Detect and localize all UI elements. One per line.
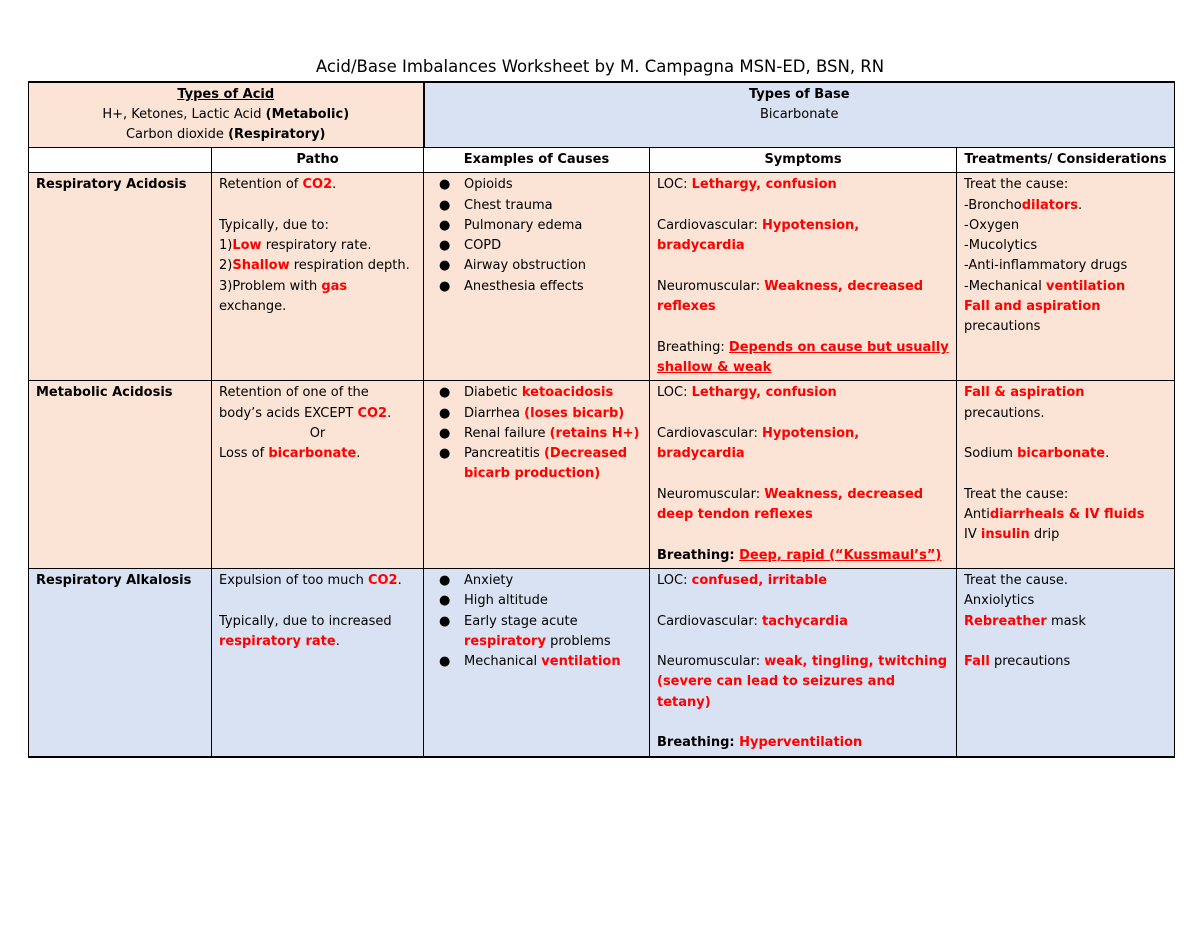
types-of-acid-heading: Types of Acid xyxy=(177,87,275,102)
list-item: ● Anesthesia effects xyxy=(439,278,584,294)
column-header-patho: Patho xyxy=(212,148,424,173)
symptoms-metabolic-acidosis: LOC: Lethargy, confusion Cardiovascular: Hypotension, bradycardia Neuromuscular: Weakness, decreased deep tendon reflexes Breathing: Deep, rapid (“Kussmaul’s”) xyxy=(650,381,957,569)
list-item: ● Pulmonary edema xyxy=(439,217,583,233)
treatments-metabolic-acidosis: Fall & aspiration precautions. Sodium bicarbonate. Treat the cause: Antidiarrheals & IV fluids IV insulin drip xyxy=(957,381,1175,569)
patho-respiratory-alkalosis: Expulsion of too much CO2. Typically, due to increased respiratory rate. xyxy=(212,568,424,756)
treatments-respiratory-alkalosis: Treat the cause. Anxiolytics Rebreather mask Fall precautions xyxy=(957,568,1175,756)
column-header-causes: Examples of Causes xyxy=(424,148,650,173)
list-item: ● Chest trauma xyxy=(439,197,553,213)
list-item: ● Mechanical ventilation xyxy=(439,654,621,670)
column-header-symptoms: Symptoms xyxy=(650,148,957,173)
column-header-treatments: Treatments/ Considerations xyxy=(957,148,1175,173)
column-header-row xyxy=(29,148,1175,173)
list-item: ● Pancreatitis (Decreased bicarb production) xyxy=(439,446,628,482)
row-label-respiratory-acidosis: Respiratory Acidosis xyxy=(29,173,212,381)
types-of-base-cell xyxy=(424,82,1175,148)
types-of-acid-metabolic: H+, Ketones, Lactic Acid (Metabolic) xyxy=(102,107,350,122)
causes-respiratory-alkalosis xyxy=(424,568,650,756)
list-item: ● Early stage acute respiratory problems xyxy=(439,613,611,649)
row-label-metabolic-acidosis: Metabolic Acidosis xyxy=(29,381,212,569)
row-metabolic-acidosis xyxy=(29,381,1175,569)
symptoms-respiratory-alkalosis: LOC: confused, irritable Cardiovascular: tachycardia Neuromuscular: weak, tingling, twitching (severe can lead to seizures and tetany) Breathing: Hyperventilation xyxy=(650,568,957,756)
document-title: Acid/Base Imbalances Worksheet by M. Campagna MSN-ED, BSN, RN xyxy=(315,57,885,76)
row-label-respiratory-alkalosis: Respiratory Alkalosis xyxy=(29,568,212,756)
patho-metabolic-acidosis: Retention of one of the body’s acids EXCEPT CO2. Or Loss of bicarbonate. xyxy=(212,381,424,569)
types-row xyxy=(29,82,1175,148)
types-of-acid-cell xyxy=(29,82,424,148)
causes-respiratory-acidosis xyxy=(424,173,650,381)
types-of-base-bicarbonate: Bicarbonate xyxy=(760,107,839,122)
list-item: ● Diabetic ketoacidosis xyxy=(439,385,614,401)
causes-metabolic-acidosis xyxy=(424,381,650,569)
list-item: ● High altitude xyxy=(439,593,548,609)
types-of-base-heading: Types of Base xyxy=(748,87,850,102)
column-header-empty xyxy=(29,148,212,173)
patho-respiratory-acidosis: Retention of CO2. Typically, due to: 1)Low respiratory rate. 2)Shallow respiration depth. 3)Problem with gas exchange. xyxy=(212,173,424,381)
types-of-acid-respiratory: Carbon dioxide (Respiratory) xyxy=(125,127,326,142)
row-respiratory-alkalosis xyxy=(29,568,1175,756)
treatments-respiratory-acidosis: Treat the cause: -Bronchodilators. -Oxygen -Mucolytics -Anti-inflammatory drugs -Mechanical ventilation Fall and aspiration precautions xyxy=(957,173,1175,381)
acid-base-table xyxy=(28,81,1175,758)
row-respiratory-acidosis xyxy=(29,173,1175,381)
list-item: ● Renal failure (retains H+) xyxy=(439,425,640,441)
list-item: ● Airway obstruction xyxy=(439,258,586,274)
list-item: ● Opioids xyxy=(439,177,513,193)
list-item: ● Anxiety xyxy=(439,572,514,588)
list-item: ● COPD xyxy=(439,238,502,254)
symptoms-respiratory-acidosis: LOC: Lethargy, confusion Cardiovascular: Hypotension, bradycardia Neuromuscular: Weakness, decreased reflexes Breathing: Depends on cause but usually shallow & weak xyxy=(650,173,957,381)
list-item: ● Diarrhea (loses bicarb) xyxy=(439,405,625,421)
